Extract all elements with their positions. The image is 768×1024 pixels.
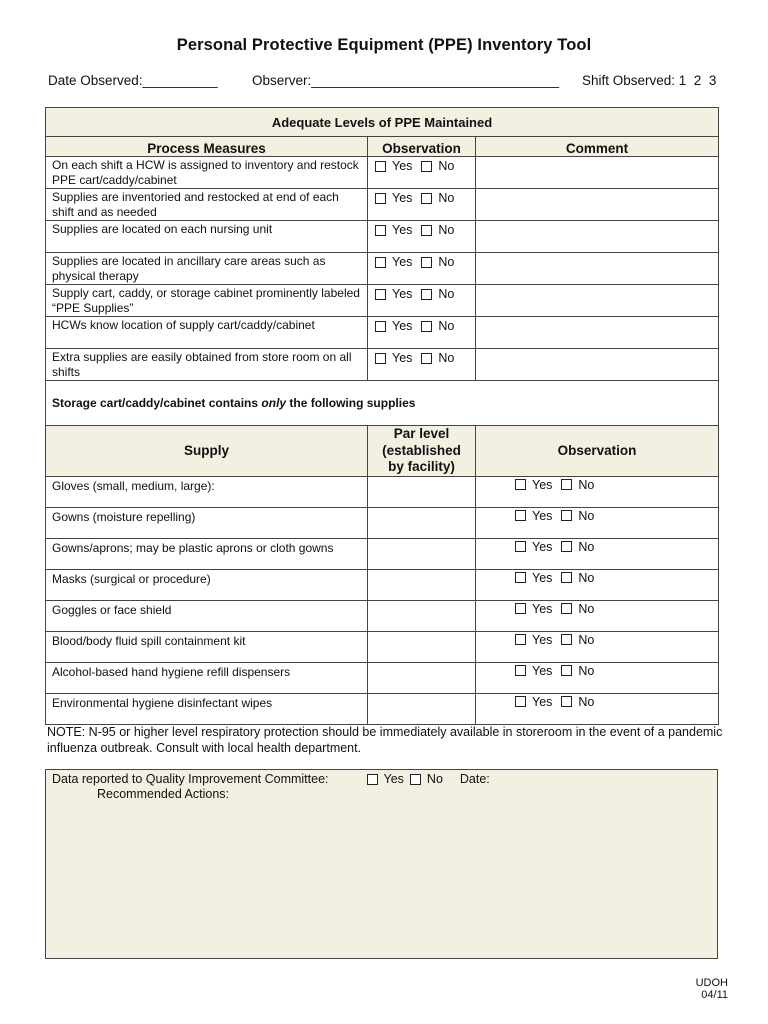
yes-checkbox[interactable] xyxy=(375,257,386,268)
yes-label: Yes xyxy=(392,159,413,173)
storage-text-post: the following supplies xyxy=(286,396,416,410)
comment-cell[interactable] xyxy=(476,189,719,221)
no-label: No xyxy=(578,694,595,709)
yes-checkbox[interactable] xyxy=(515,603,526,614)
yes-label: Yes xyxy=(532,570,553,585)
yes-checkbox[interactable] xyxy=(375,193,386,204)
yes-checkbox[interactable] xyxy=(515,634,526,645)
supply-cell xyxy=(46,507,368,538)
supply-cell xyxy=(46,693,368,724)
supply-observation-cell xyxy=(476,631,719,662)
supply-text: Blood/body fluid spill containment kit xyxy=(52,633,246,648)
no-label: No xyxy=(578,570,595,585)
supply-row xyxy=(46,569,719,600)
process-measure-text: Supplies are located in ancillary care areas such as physical therapy xyxy=(52,254,326,283)
supply-row xyxy=(46,600,719,631)
no-checkbox[interactable] xyxy=(421,193,432,204)
no-label: No xyxy=(438,255,455,269)
supply-row xyxy=(46,507,719,538)
yes-checkbox[interactable] xyxy=(515,510,526,521)
process-measure-observation-cell xyxy=(368,285,476,317)
yes-label: Yes xyxy=(392,319,413,333)
comment-cell[interactable] xyxy=(476,221,719,253)
yes-label: Yes xyxy=(392,287,413,301)
no-label: No xyxy=(438,223,455,237)
no-label: No xyxy=(578,539,595,554)
no-checkbox[interactable] xyxy=(421,289,432,300)
no-checkbox[interactable] xyxy=(561,696,572,707)
no-label: No xyxy=(438,287,455,301)
yes-checkbox[interactable] xyxy=(375,353,386,364)
supply-text: Alcohol-based hand hygiene refill dispensers xyxy=(52,664,291,679)
no-label: No xyxy=(578,477,595,492)
yes-checkbox[interactable] xyxy=(515,479,526,490)
no-checkbox[interactable] xyxy=(561,603,572,614)
storage-text-emphasis: only xyxy=(261,396,287,410)
yes-label: Yes xyxy=(392,351,413,365)
par-level-cell[interactable] xyxy=(368,476,476,507)
no-label: No xyxy=(578,601,595,616)
no-label: No xyxy=(438,159,455,173)
no-checkbox[interactable] xyxy=(561,479,572,490)
report-box[interactable] xyxy=(45,769,718,959)
footer xyxy=(696,977,728,1001)
par-level-line-1: Par level xyxy=(393,426,450,441)
observation-header: Observation xyxy=(368,137,476,157)
yes-checkbox[interactable] xyxy=(375,161,386,172)
par-level-cell[interactable] xyxy=(368,600,476,631)
supply-cell xyxy=(46,662,368,693)
par-level-header xyxy=(368,426,476,477)
process-measure-text: Supply cart, caddy, or storage cabinet prominently labeled “PPE Supplies” xyxy=(52,286,360,315)
comment-cell[interactable] xyxy=(476,253,719,285)
no-checkbox[interactable] xyxy=(561,572,572,583)
supply-cell xyxy=(46,569,368,600)
yes-checkbox[interactable] xyxy=(515,696,526,707)
supply-row xyxy=(46,476,719,507)
report-date-label: Date: xyxy=(459,772,490,786)
process-measure-text: Supplies are inventoried and restocked at end of each shift and as needed xyxy=(52,190,339,219)
supply-text: Gowns/aprons; may be plastic aprons or cloth gowns xyxy=(52,540,334,555)
supply-observation-cell xyxy=(476,569,719,600)
supply-cell xyxy=(46,476,368,507)
footer-org: UDOH xyxy=(695,977,728,989)
no-label: No xyxy=(438,191,455,205)
par-level-cell[interactable] xyxy=(368,538,476,569)
yes-checkbox[interactable] xyxy=(375,321,386,332)
supply-cell xyxy=(46,600,368,631)
yes-checkbox[interactable] xyxy=(515,665,526,676)
comment-cell[interactable] xyxy=(476,157,719,189)
yes-label: Yes xyxy=(532,694,553,709)
process-measure-observation-cell xyxy=(368,349,476,381)
report-yes-checkbox[interactable] xyxy=(367,774,378,785)
process-measures-header: Process Measures xyxy=(46,137,368,157)
report-no-label: No xyxy=(426,772,443,786)
recommended-actions-label: Recommended Actions: xyxy=(97,787,230,801)
process-measure-cell xyxy=(46,317,368,349)
supply-observation-cell xyxy=(476,538,719,569)
par-level-cell[interactable] xyxy=(368,507,476,538)
no-checkbox[interactable] xyxy=(561,510,572,521)
comment-cell[interactable] xyxy=(476,349,719,381)
supply-observation-cell xyxy=(476,662,719,693)
process-measure-cell xyxy=(46,157,368,189)
supply-text: Environmental hygiene disinfectant wipes xyxy=(52,695,273,710)
yes-label: Yes xyxy=(532,477,553,492)
process-measure-text: On each shift a HCW is assigned to inventory and restock PPE cart/caddy/cabinet xyxy=(52,158,359,187)
section-banner: Adequate Levels of PPE Maintained xyxy=(46,108,719,137)
process-measure-row xyxy=(46,157,719,189)
no-checkbox[interactable] xyxy=(561,634,572,645)
par-level-cell[interactable] xyxy=(368,662,476,693)
no-label: No xyxy=(578,632,595,647)
supply-observation-header: Observation xyxy=(476,426,719,477)
par-level-cell[interactable] xyxy=(368,631,476,662)
footer-revision: 04/11 xyxy=(701,989,728,1001)
supply-header: Supply xyxy=(46,426,368,477)
par-level-line-2: (established xyxy=(382,442,461,458)
report-label: Data reported to Quality Improvement Committee: xyxy=(52,772,329,786)
process-measure-observation-cell xyxy=(368,221,476,253)
par-level-cell[interactable] xyxy=(368,693,476,724)
ppe-inventory-table xyxy=(45,107,719,725)
yes-label: Yes xyxy=(392,255,413,269)
process-measure-cell xyxy=(46,189,368,221)
supply-row xyxy=(46,538,719,569)
process-measure-observation-cell xyxy=(368,317,476,349)
supply-observation-cell xyxy=(476,476,719,507)
process-measure-observation-cell xyxy=(368,157,476,189)
storage-text-pre: Storage cart/caddy/cabinet contains xyxy=(52,396,262,410)
supply-cell xyxy=(46,538,368,569)
process-measure-row xyxy=(46,349,719,381)
yes-checkbox[interactable] xyxy=(515,572,526,583)
no-label: No xyxy=(578,508,595,523)
par-level-line-3: by facility) xyxy=(388,459,455,474)
yes-label: Yes xyxy=(532,539,553,554)
process-measure-row xyxy=(46,221,719,253)
process-measure-row xyxy=(46,317,719,349)
report-yes-label: Yes xyxy=(383,772,404,786)
yes-label: Yes xyxy=(392,223,413,237)
process-measure-cell xyxy=(46,221,368,253)
storage-instruction xyxy=(46,381,719,426)
no-checkbox[interactable] xyxy=(421,321,432,332)
supply-observation-cell xyxy=(476,507,719,538)
yes-label: Yes xyxy=(532,632,553,647)
process-measure-observation-cell xyxy=(368,253,476,285)
no-checkbox[interactable] xyxy=(421,225,432,236)
no-checkbox[interactable] xyxy=(421,257,432,268)
process-measure-row xyxy=(46,285,719,317)
process-measure-cell xyxy=(46,285,368,317)
supply-cell xyxy=(46,631,368,662)
yes-label: Yes xyxy=(532,508,553,523)
comment-header: Comment xyxy=(476,137,719,157)
yes-checkbox[interactable] xyxy=(375,225,386,236)
yes-label: Yes xyxy=(532,601,553,616)
process-measure-cell xyxy=(46,253,368,285)
no-label: No xyxy=(438,351,455,365)
supply-row xyxy=(46,631,719,662)
supply-observation-cell xyxy=(476,600,719,631)
process-measure-row xyxy=(46,189,719,221)
note-text: NOTE: N-95 or higher level respiratory protection should be immediately available in storeroom in the event of a pandemic influenza outbreak. Consult with local health department. xyxy=(47,725,723,755)
report-no-checkbox[interactable] xyxy=(410,774,421,785)
shift-observed-field[interactable]: Shift Observed: 1 2 3 xyxy=(582,73,717,88)
supply-text: Gowns (moisture repelling) xyxy=(52,509,196,524)
date-observed-field[interactable]: Date Observed:__________ xyxy=(48,73,218,88)
no-label: No xyxy=(578,663,595,678)
process-measure-cell xyxy=(46,349,368,381)
yes-label: Yes xyxy=(532,663,553,678)
process-measure-observation-cell xyxy=(368,189,476,221)
par-level-cell[interactable] xyxy=(368,569,476,600)
process-measure-text: HCWs know location of supply cart/caddy/cabinet xyxy=(52,318,315,332)
comment-cell[interactable] xyxy=(476,285,719,317)
no-checkbox[interactable] xyxy=(561,541,572,552)
supply-observation-cell xyxy=(476,693,719,724)
comment-cell[interactable] xyxy=(476,317,719,349)
page-title: Personal Protective Equipment (PPE) Inventory Tool xyxy=(176,36,592,54)
no-checkbox[interactable] xyxy=(421,353,432,364)
no-checkbox[interactable] xyxy=(561,665,572,676)
process-measure-text: Extra supplies are easily obtained from store room on all shifts xyxy=(52,350,352,379)
observer-field[interactable]: Observer:_________________________________ xyxy=(252,73,560,88)
no-checkbox[interactable] xyxy=(421,161,432,172)
process-measure-text: Supplies are located on each nursing unit xyxy=(52,222,273,236)
supply-text: Goggles or face shield xyxy=(52,602,172,617)
supply-row xyxy=(46,693,719,724)
yes-checkbox[interactable] xyxy=(515,541,526,552)
process-measure-row xyxy=(46,253,719,285)
yes-label: Yes xyxy=(392,191,413,205)
supply-text: Masks (surgical or procedure) xyxy=(52,571,211,586)
supply-row xyxy=(46,662,719,693)
yes-checkbox[interactable] xyxy=(375,289,386,300)
supply-text: Gloves (small, medium, large): xyxy=(52,478,215,493)
no-label: No xyxy=(438,319,455,333)
